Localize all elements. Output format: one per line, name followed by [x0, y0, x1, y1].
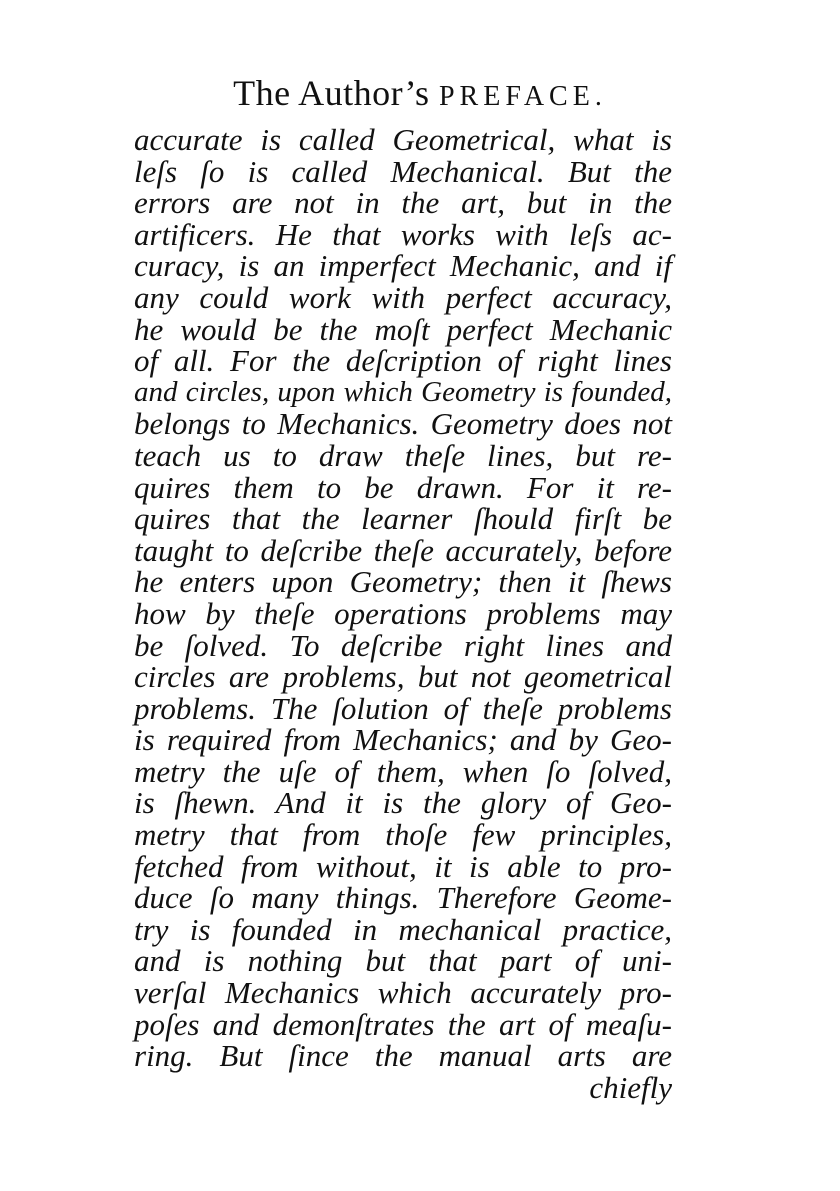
text-line: fetched from without, it is able to pro-: [134, 848, 672, 884]
text-line: metry that from thoſe few principles,: [134, 817, 672, 853]
text-line: is ſhewn. And it is the glory of Geo-: [134, 785, 672, 821]
text-line: taught to deſcribe theſe accurately, before: [134, 532, 672, 568]
text-line: ring. But ſince the manual arts are: [134, 1038, 672, 1074]
text-line: verſal Mechanics which accurately pro-: [134, 975, 672, 1011]
text-line: circles are problems, but not geometrical: [134, 659, 672, 695]
text-line: quires them to be drawn. For it re-: [134, 469, 672, 505]
text-line: any could work with perfect accuracy,: [134, 279, 672, 315]
text-line: try is founded in mechanical practice,: [134, 911, 672, 947]
text-line: he enters upon Geometry; then it ſhews: [134, 564, 672, 600]
text-line: of all. For the deſcription of right lines: [134, 343, 672, 379]
text-line: is required from Mechanics; and by Geo-: [134, 722, 672, 758]
text-line: problems. The ſolution of theſe problems: [134, 690, 672, 726]
running-header: [0, 72, 840, 114]
catchword: chiefly: [589, 1069, 672, 1105]
preface-body: [134, 124, 672, 1103]
text-line: errors are not in the art, but in the: [134, 185, 672, 221]
header-preface: PREFACE.: [438, 81, 607, 112]
text-line: be ſolved. To deſcribe right lines and: [134, 627, 672, 663]
text-line: how by theſe operations problems may: [134, 595, 672, 631]
text-line: leſs ſo is called Mechanical. But the: [134, 153, 672, 189]
text-line: and circles, upon which Geometry is founded,: [134, 375, 672, 408]
text-line: quires that the learner ſhould firſt be: [134, 501, 672, 537]
text-line: metry the uſe of them, when ſo ſolved,: [134, 753, 672, 789]
text-line: belongs to Mechanics. Geometry does not: [134, 406, 672, 442]
text-line: teach us to draw theſe lines, but re-: [134, 437, 672, 473]
header-title: The Author’s: [233, 73, 439, 113]
text-line: accurate is called Geometrical, what is: [134, 122, 672, 157]
text-line: poſes and demonſtrates the art of meaſu-: [134, 1006, 672, 1042]
text-line: and is nothing but that part of uni-: [134, 943, 672, 979]
text-line: curacy, is an imperfect Mechanic, and if: [134, 248, 672, 284]
text-line: artificers. He that works with leſs ac-: [134, 216, 672, 252]
text-line: duce ſo many things. Therefore Geome-: [134, 880, 672, 916]
text-line: he would be the moſt perfect Mechanic: [134, 311, 672, 347]
